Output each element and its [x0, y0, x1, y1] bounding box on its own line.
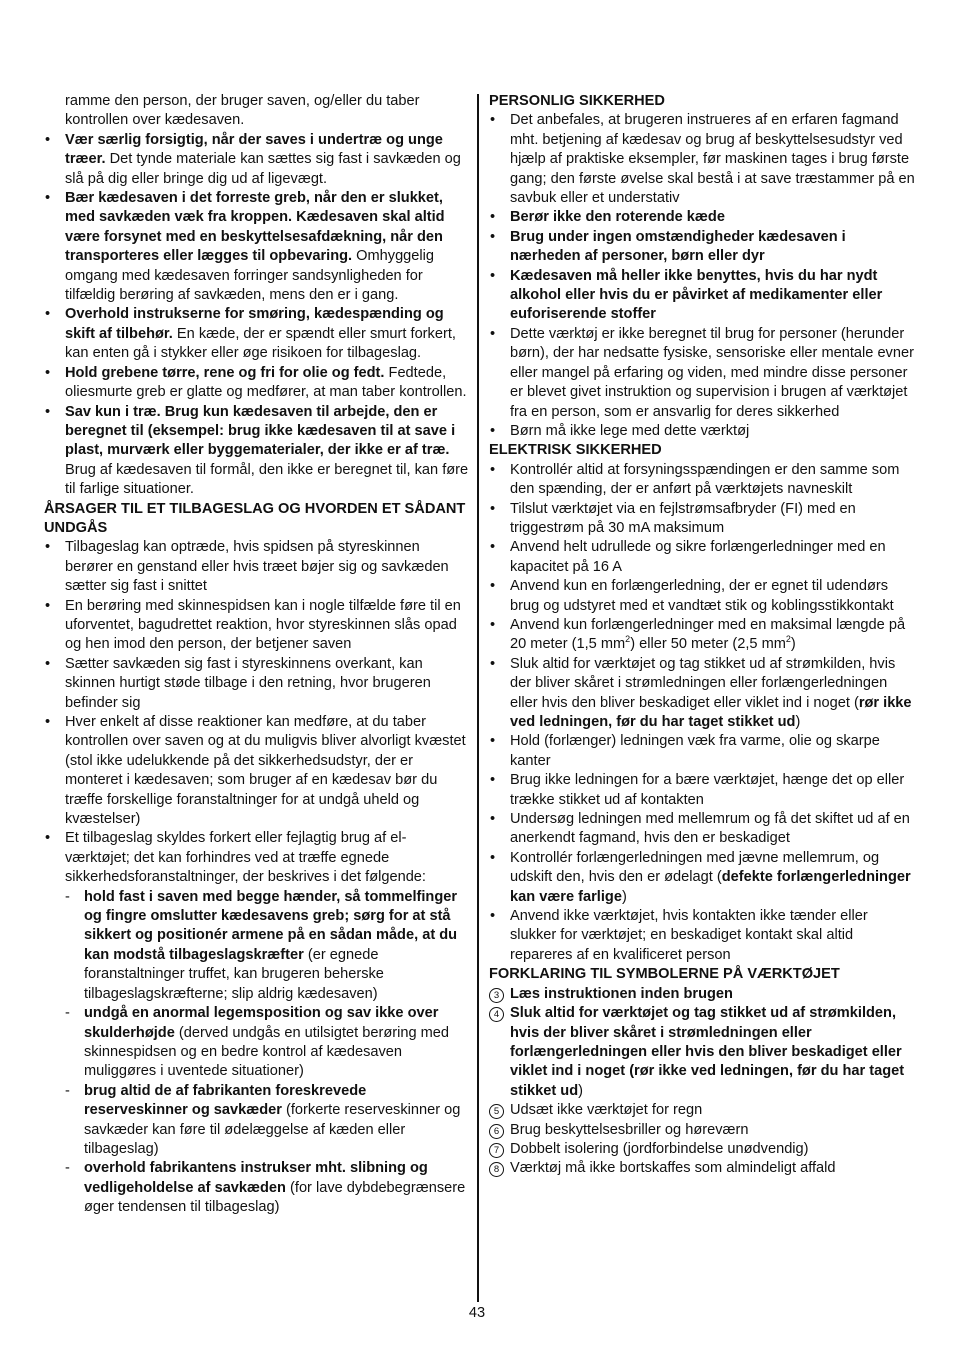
- bullet-icon: •: [490, 422, 496, 439]
- circled-number-icon: 7: [489, 1143, 504, 1158]
- bullet-icon: •: [45, 403, 51, 420]
- safety-bullet: [44, 403, 470, 500]
- dash-text: (for lave dybdebegrænsere øger tendensen til tilbageslag): [84, 1179, 466, 1216]
- bullet-bold: Bær kædesaven i det forreste greb, når den er slukket, med savkæden væk fra kroppen. Kædesaven skal altid være forsynet med en beskyttelsesafdækning, når den transporteres eller lægges til opbevaring.: [65, 190, 445, 265]
- bullet-text: Omhyggelig omgang med kædesaven forringer sandsynligheden for tilfældig berøring af savkæden, mens den er i gang.: [65, 248, 435, 304]
- personal-bullet: [489, 111, 915, 208]
- dash-text: (forkerte reserveskinner og savkæder kan føre til ødelæggelse af kæden eller tilbageslag): [84, 1102, 461, 1157]
- circled-number-icon: 8: [489, 1162, 504, 1177]
- bullet-text: Dette værktøj er ikke beregnet til brug for personer (herunder børn), der har nedsatte fysiske, sensoriske eller mentale evner eller mangel på erfaring og viden, med mindre disse personer er blevet givet instruktion og supervision i brugen af værktøjet fra en person, som er ansvarlig for deres sikkerhed: [510, 325, 914, 420]
- kickback-bullet: [44, 655, 470, 713]
- personal-bullet: [489, 325, 915, 422]
- superscript: 2: [625, 633, 631, 644]
- bullet-icon: •: [490, 733, 496, 750]
- bullet-icon: •: [490, 500, 496, 517]
- bullet-text: Tilbageslag kan optræde, hvis spidsen på styreskinnen berører en genstand eller hvis træet bøjer sig og savkæden sætter sig fast i snittet: [65, 539, 449, 595]
- electrical-bullet: [489, 577, 915, 616]
- safety-bullet: [44, 305, 470, 363]
- electrical-bullet: [489, 655, 915, 733]
- intro-text: ramme den person, der bruger saven, og/eller du taber kontrollen over kædesaven.: [65, 93, 420, 129]
- bullet-icon: •: [490, 209, 496, 226]
- bullet-text-end: ): [621, 888, 627, 905]
- bullet-text: Brug ikke ledningen for a bære værktøjet, hænge det op eller trække stikket ud af kontakten: [510, 772, 905, 808]
- symbol-item: [489, 1101, 915, 1120]
- dash-item: [44, 1004, 470, 1082]
- electrical-bullet: [489, 500, 915, 539]
- bullet-icon: •: [490, 539, 496, 556]
- dash-item: [44, 1159, 470, 1217]
- dash-bold: undgå en anormal legemsposition og sav ikke over skulderhøjde: [84, 1005, 439, 1041]
- bullet-text: Anvend helt udrullede og sikre forlængerledninger med en kapacitet på 16 A: [510, 539, 886, 575]
- bullet-text: Et tilbageslag skyldes forkert eller fejlagtig brug af el-værktøjet; det kan forhindres ved at træffe egnede sikkerhedsforanstaltninger, der beskrives i det følgende:: [65, 830, 426, 886]
- dash-icon: -: [65, 1005, 70, 1022]
- bullet-icon: •: [490, 267, 496, 284]
- bullet-text: Sætter savkæden sig fast i styreskinnens overkant, kan skinnen hurtigt støde tilbage i den retning, hvor brugeren befinder sig: [65, 655, 431, 711]
- bullet-icon: •: [490, 616, 496, 633]
- bullet-text: Kontrollér altid at forsyningsspændingen er den samme som den spænding, der er anført på værktøjets navneskilt: [510, 461, 900, 498]
- bullet-icon: •: [45, 714, 51, 730]
- bullet-icon: •: [45, 539, 51, 556]
- symbol-item: [489, 1121, 915, 1140]
- electrical-bullet: [489, 849, 915, 907]
- symbol-item: [489, 1159, 915, 1178]
- electrical-bullet: [489, 538, 915, 577]
- bullet-bold: Kædesaven må heller ikke benyttes, hvis du har nydt alkohol eller hvis du er påvirket af medikamenter eller euforiserende stoffer: [510, 267, 883, 323]
- safety-bullet: [44, 189, 470, 305]
- bullet-text: Anvend ikke værktøjet, hvis kontakten ikke tænder eller slukker for værktøjet; en beskadiget kontakt skal altid repareres af en kvalificeret person: [510, 908, 868, 963]
- extension-text-mid: ) eller 50 meter (2,5 mm: [630, 636, 786, 653]
- personal-bullet: [489, 228, 915, 267]
- personal-bullet: [489, 422, 915, 441]
- bullet-text: Børn må ikke lege med dette værktøj: [510, 422, 750, 439]
- right-column: [489, 92, 915, 1179]
- symbol-bold: Læs instruktionen inden brugen: [510, 985, 733, 1002]
- bullet-text-end: ): [795, 714, 801, 730]
- bullet-icon: •: [490, 655, 496, 672]
- bullet-icon: •: [45, 364, 51, 381]
- extension-text: Anvend kun forlængerledninger med en maksimal længde på 20 meter (1,5 mm: [510, 616, 906, 653]
- symbol-text: Dobbelt isolering (jordforbindelse unødvendig): [510, 1140, 809, 1157]
- bullet-icon: •: [490, 849, 496, 866]
- symbol-text: Udsæt ikke værktøjet for regn: [510, 1102, 703, 1119]
- kickback-bullet: [44, 597, 470, 655]
- bullet-text: Det anbefales, at brugeren instrueres af en erfaren fagmand mht. betjening af kædesav og brug af beskyttelsesudstyr ved hjælp af praktiske eksempler, før maskinen tages i brug første gang; den første øvelse skal bestå i at save træstammer på en savbuk eller et understativ: [510, 112, 915, 207]
- bullet-text: Anvend kun en forlængerledning, der er egnet til udendørs brug og udstyret med et vandtæt stik og koblingsstikkontakt: [510, 578, 894, 614]
- bullet-icon: •: [490, 461, 496, 478]
- bullet-bold: Hold grebene tørre, rene og fri for olie og fedt.: [65, 364, 385, 381]
- bullet-text: Hold (forlænger) ledningen væk fra varme, olie og skarpe kanter: [510, 733, 880, 769]
- bullet-icon: •: [45, 830, 51, 847]
- electrical-bullet-extension: [489, 616, 915, 655]
- superscript: 2: [785, 633, 791, 644]
- electrical-bullet: [489, 732, 915, 771]
- bullet-bold: rør ikke ved ledningen, før du har taget stikket ud: [510, 694, 912, 730]
- bullet-bold: Brug under ingen omstændigheder kædesaven i nærheden af personer, børn eller dyr: [510, 228, 846, 265]
- bullet-icon: •: [45, 306, 51, 323]
- personal-bullet: [489, 267, 915, 325]
- electrical-bullet: [489, 810, 915, 849]
- bullet-text: En berøring med skinnespidsen kan i nogle tilfælde føre til en uforventet, bagudrettet reaktion, hvor styreskinnen slås opad og hen imod den person, der betjener saven: [65, 597, 461, 653]
- symbol-item: [489, 1004, 915, 1101]
- section-heading-kickback: ÅRSAGER TIL ET TILBAGESLAG OG HVORDEN ET SÅDANT UNDGÅS: [44, 500, 466, 536]
- dash-text: (er egnede foranstaltninger truffet, kan brugeren beherske tilbageslagskræfterne; slip aldrig kædesaven): [84, 946, 384, 1002]
- section-heading-symbols: FORKLARING TIL SYMBOLERNE PÅ VÆRKTØJET: [489, 966, 840, 983]
- bullet-text: Hver enkelt af disse reaktioner kan medføre, at du taber kontrollen over saven og at du muligvis bliver alvorligt kvæstet (stol ikke udelukkende på det sikkerhedsudstyr, der er monteret i kædesaven; som bruger af en kædesav bør du træffe forskellige foranstaltninger for at undgå uheld og kvæstelser): [65, 714, 466, 828]
- bullet-icon: •: [490, 325, 496, 342]
- bullet-bold: Overhold instrukserne for smøring, kædespænding og skift af tilbehør.: [65, 306, 444, 342]
- electrical-bullet: [489, 461, 915, 500]
- circled-number-icon: 3: [489, 988, 504, 1003]
- left-column: [44, 92, 470, 1218]
- bullet-bold: Sav kun i træ. Brug kun kædesaven til arbejde, den er beregnet til (eksempel: brug ikke kædesaven til at save i plast, murværk eller byggematerialer, der ikke er af træ.: [65, 403, 456, 459]
- bullet-text: Kontrollér forlængerledningen med jævne mellemrum, og udskift den, hvis den er ødelagt (: [510, 849, 880, 886]
- bullet-icon: •: [490, 112, 496, 129]
- column-divider: [477, 94, 479, 1302]
- bullet-icon: •: [45, 190, 51, 207]
- page-number: 43: [468, 1305, 486, 1321]
- bullet-text: Sluk altid for værktøjet og tag stikket ud af strømkilden, hvis der bliver skåret i strømledningen eller forlængerledningen eller hvis den bliver beskadiget eller viklet ind i noget (: [510, 655, 896, 711]
- dash-icon: -: [65, 888, 70, 905]
- bullet-text: Brug af kædesaven til formål, den ikke er beregnet til, kan føre til farlige situationer.: [65, 461, 469, 498]
- symbol-text: Brug beskyttelsesbriller og høreværn: [510, 1121, 749, 1138]
- symbol-item: [489, 1140, 915, 1159]
- safety-bullet: [44, 364, 470, 403]
- dash-item: [44, 1082, 470, 1160]
- circled-number-icon: 4: [489, 1007, 504, 1022]
- bullet-icon: •: [45, 655, 51, 672]
- personal-bullet: [489, 208, 915, 227]
- symbol-bold: Sluk altid for værktøjet og tag stikket ud af strømkilden, hvis der bliver skåret i strømledningen eller forlængerledningen eller hvis den bliver beskadiget eller viklet ind i noget (rør ikke ved ledningen, før du har taget stikket ud: [510, 1005, 905, 1099]
- circled-number-icon: 6: [489, 1124, 504, 1139]
- dash-text: (derved undgås en utilsigtet berøring med skinnespidsen og en bedre kontrol af kædesaven muliggøres i uventede situationer): [84, 1024, 450, 1080]
- bullet-text: Undersøg ledningen med mellemrum og få det skiftet ud af en anerkendt fagmand, hvis den er beskadiget: [510, 811, 910, 847]
- bullet-text: Det tynde materiale kan sættes sig fast i savkæden og slå på dig eller bringe dig ud af ligevægt.: [65, 151, 461, 187]
- kickback-bullet: [44, 829, 470, 887]
- bullet-bold: Vær særlig forsigtig, når der saves i undertræ og unge træer.: [65, 131, 443, 168]
- kickback-bullet: [44, 713, 470, 829]
- bullet-text: En kæde, der er spændt eller smurt forkert, kan enten gå i stykker eller øge risikoen for tilbageslag.: [65, 325, 456, 362]
- dash-bold: overhold fabrikantens instrukser mht. slibning og vedligeholdelse af savkæden: [84, 1160, 428, 1196]
- bullet-icon: •: [490, 908, 496, 925]
- dash-icon: -: [65, 1160, 70, 1177]
- section-heading-personal: PERSONLIG SIKKERHED: [489, 93, 665, 109]
- symbol-item: [489, 985, 915, 1004]
- bullet-text: Fedtede, oliesmurte greb er glatte og medfører, at man taber kontrollen.: [65, 364, 467, 401]
- dash-bold: brug altid de af fabrikanten foreskrevede reserveskinner og savkæder: [84, 1082, 367, 1119]
- kickback-bullet: [44, 538, 470, 596]
- circled-number-icon: 5: [489, 1104, 504, 1119]
- symbol-text: Værktøj må ikke bortskaffes som almindeligt affald: [510, 1160, 836, 1177]
- bullet-icon: •: [490, 228, 496, 245]
- bullet-icon: •: [45, 597, 51, 614]
- bullet-icon: •: [490, 811, 496, 828]
- dash-icon: -: [65, 1082, 70, 1099]
- bullet-icon: •: [45, 131, 51, 148]
- bullet-text: Tilslut værktøjet via en fejlstrømsafbryder (FI) med en triggestrøm på 30 mA maksimum: [510, 500, 856, 536]
- electrical-bullet: [489, 771, 915, 810]
- dash-item: [44, 888, 470, 1004]
- symbol-text: ): [578, 1082, 583, 1099]
- bullet-icon: •: [490, 772, 496, 789]
- bullet-bold: Berør ikke den roterende kæde: [510, 209, 725, 226]
- bullet-bold: defekte forlængerledninger kan være farlige: [510, 869, 911, 905]
- safety-bullet: [44, 131, 470, 189]
- section-heading-electrical: ELEKTRISK SIKKERHED: [489, 442, 662, 459]
- dash-bold: hold fast i saven med begge hænder, så tommelfinger og fingre omslutter kædesavens greb; sørg for at stå sikkert og positionér armene på en sådan måde, at du kan modstå tilbageslagskræfter: [84, 888, 458, 963]
- bullet-icon: •: [490, 578, 496, 595]
- electrical-bullet: [489, 907, 915, 965]
- extension-text-end: ): [790, 636, 796, 653]
